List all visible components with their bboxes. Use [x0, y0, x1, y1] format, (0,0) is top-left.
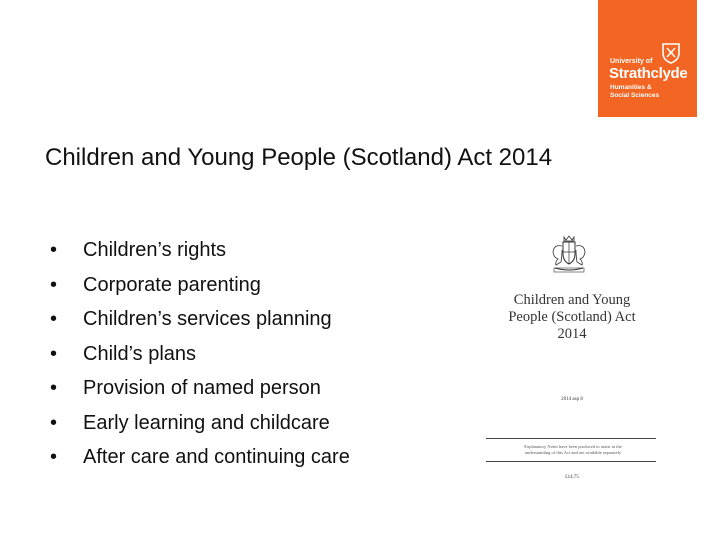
cover-top-rule	[486, 438, 656, 439]
university-logo	[598, 0, 697, 117]
cover-price: £14.75	[565, 475, 579, 480]
bullet-marker: •	[50, 377, 58, 399]
slide-title: Children and Young People (Scotland) Act 2014	[45, 144, 553, 171]
list-item-label: Children’s rights	[83, 239, 227, 261]
list-item	[50, 406, 350, 441]
list-item	[50, 337, 350, 372]
list-item-label: Early learning and childcare	[83, 411, 330, 434]
cover-note-line1: Explanatory Notes have been produced to assist in the	[524, 444, 622, 449]
bullet-marker: •	[50, 239, 58, 261]
royal-coat-of-arms-icon	[549, 232, 589, 274]
list-item-label: After care and continuing care	[83, 446, 350, 468]
bullet-marker: •	[50, 342, 58, 365]
cover-note	[503, 444, 643, 456]
cover-bottom-rule	[486, 461, 656, 462]
bullet-marker: •	[50, 273, 58, 296]
logo-strathclyde: Strathclyde	[609, 65, 688, 82]
bullet-marker: •	[50, 446, 58, 468]
list-item	[50, 371, 350, 406]
cover-title-line2: People (Scotland) Act	[508, 309, 636, 325]
act-cover-image	[483, 228, 661, 493]
cover-title-line1: Children and Young	[513, 292, 631, 308]
logo-faculty-line1: Humanities &	[610, 84, 652, 91]
list-item-label: Child’s plans	[83, 342, 197, 365]
cover-note-line2: understanding of this Act and are available separately	[524, 450, 622, 455]
list-item-label: Children’s services planning	[83, 308, 332, 330]
cover-title	[483, 292, 661, 343]
topic-list	[50, 233, 350, 475]
university-crest-icon	[660, 42, 682, 64]
list-item-label: Corporate parenting	[83, 273, 261, 296]
logo-faculty	[610, 84, 680, 100]
list-item	[50, 233, 350, 268]
list-item	[50, 268, 350, 303]
list-item	[50, 440, 350, 475]
list-item-label: Provision of named person	[83, 377, 321, 399]
logo-university-of: University of	[610, 58, 653, 65]
cover-chapter: 2014 asp 8	[561, 397, 583, 402]
bullet-marker: •	[50, 308, 58, 330]
bullet-marker: •	[50, 411, 58, 434]
cover-title-line3: 2014	[557, 326, 587, 342]
list-item	[50, 302, 350, 337]
logo-faculty-line2: Social Sciences	[610, 92, 660, 99]
